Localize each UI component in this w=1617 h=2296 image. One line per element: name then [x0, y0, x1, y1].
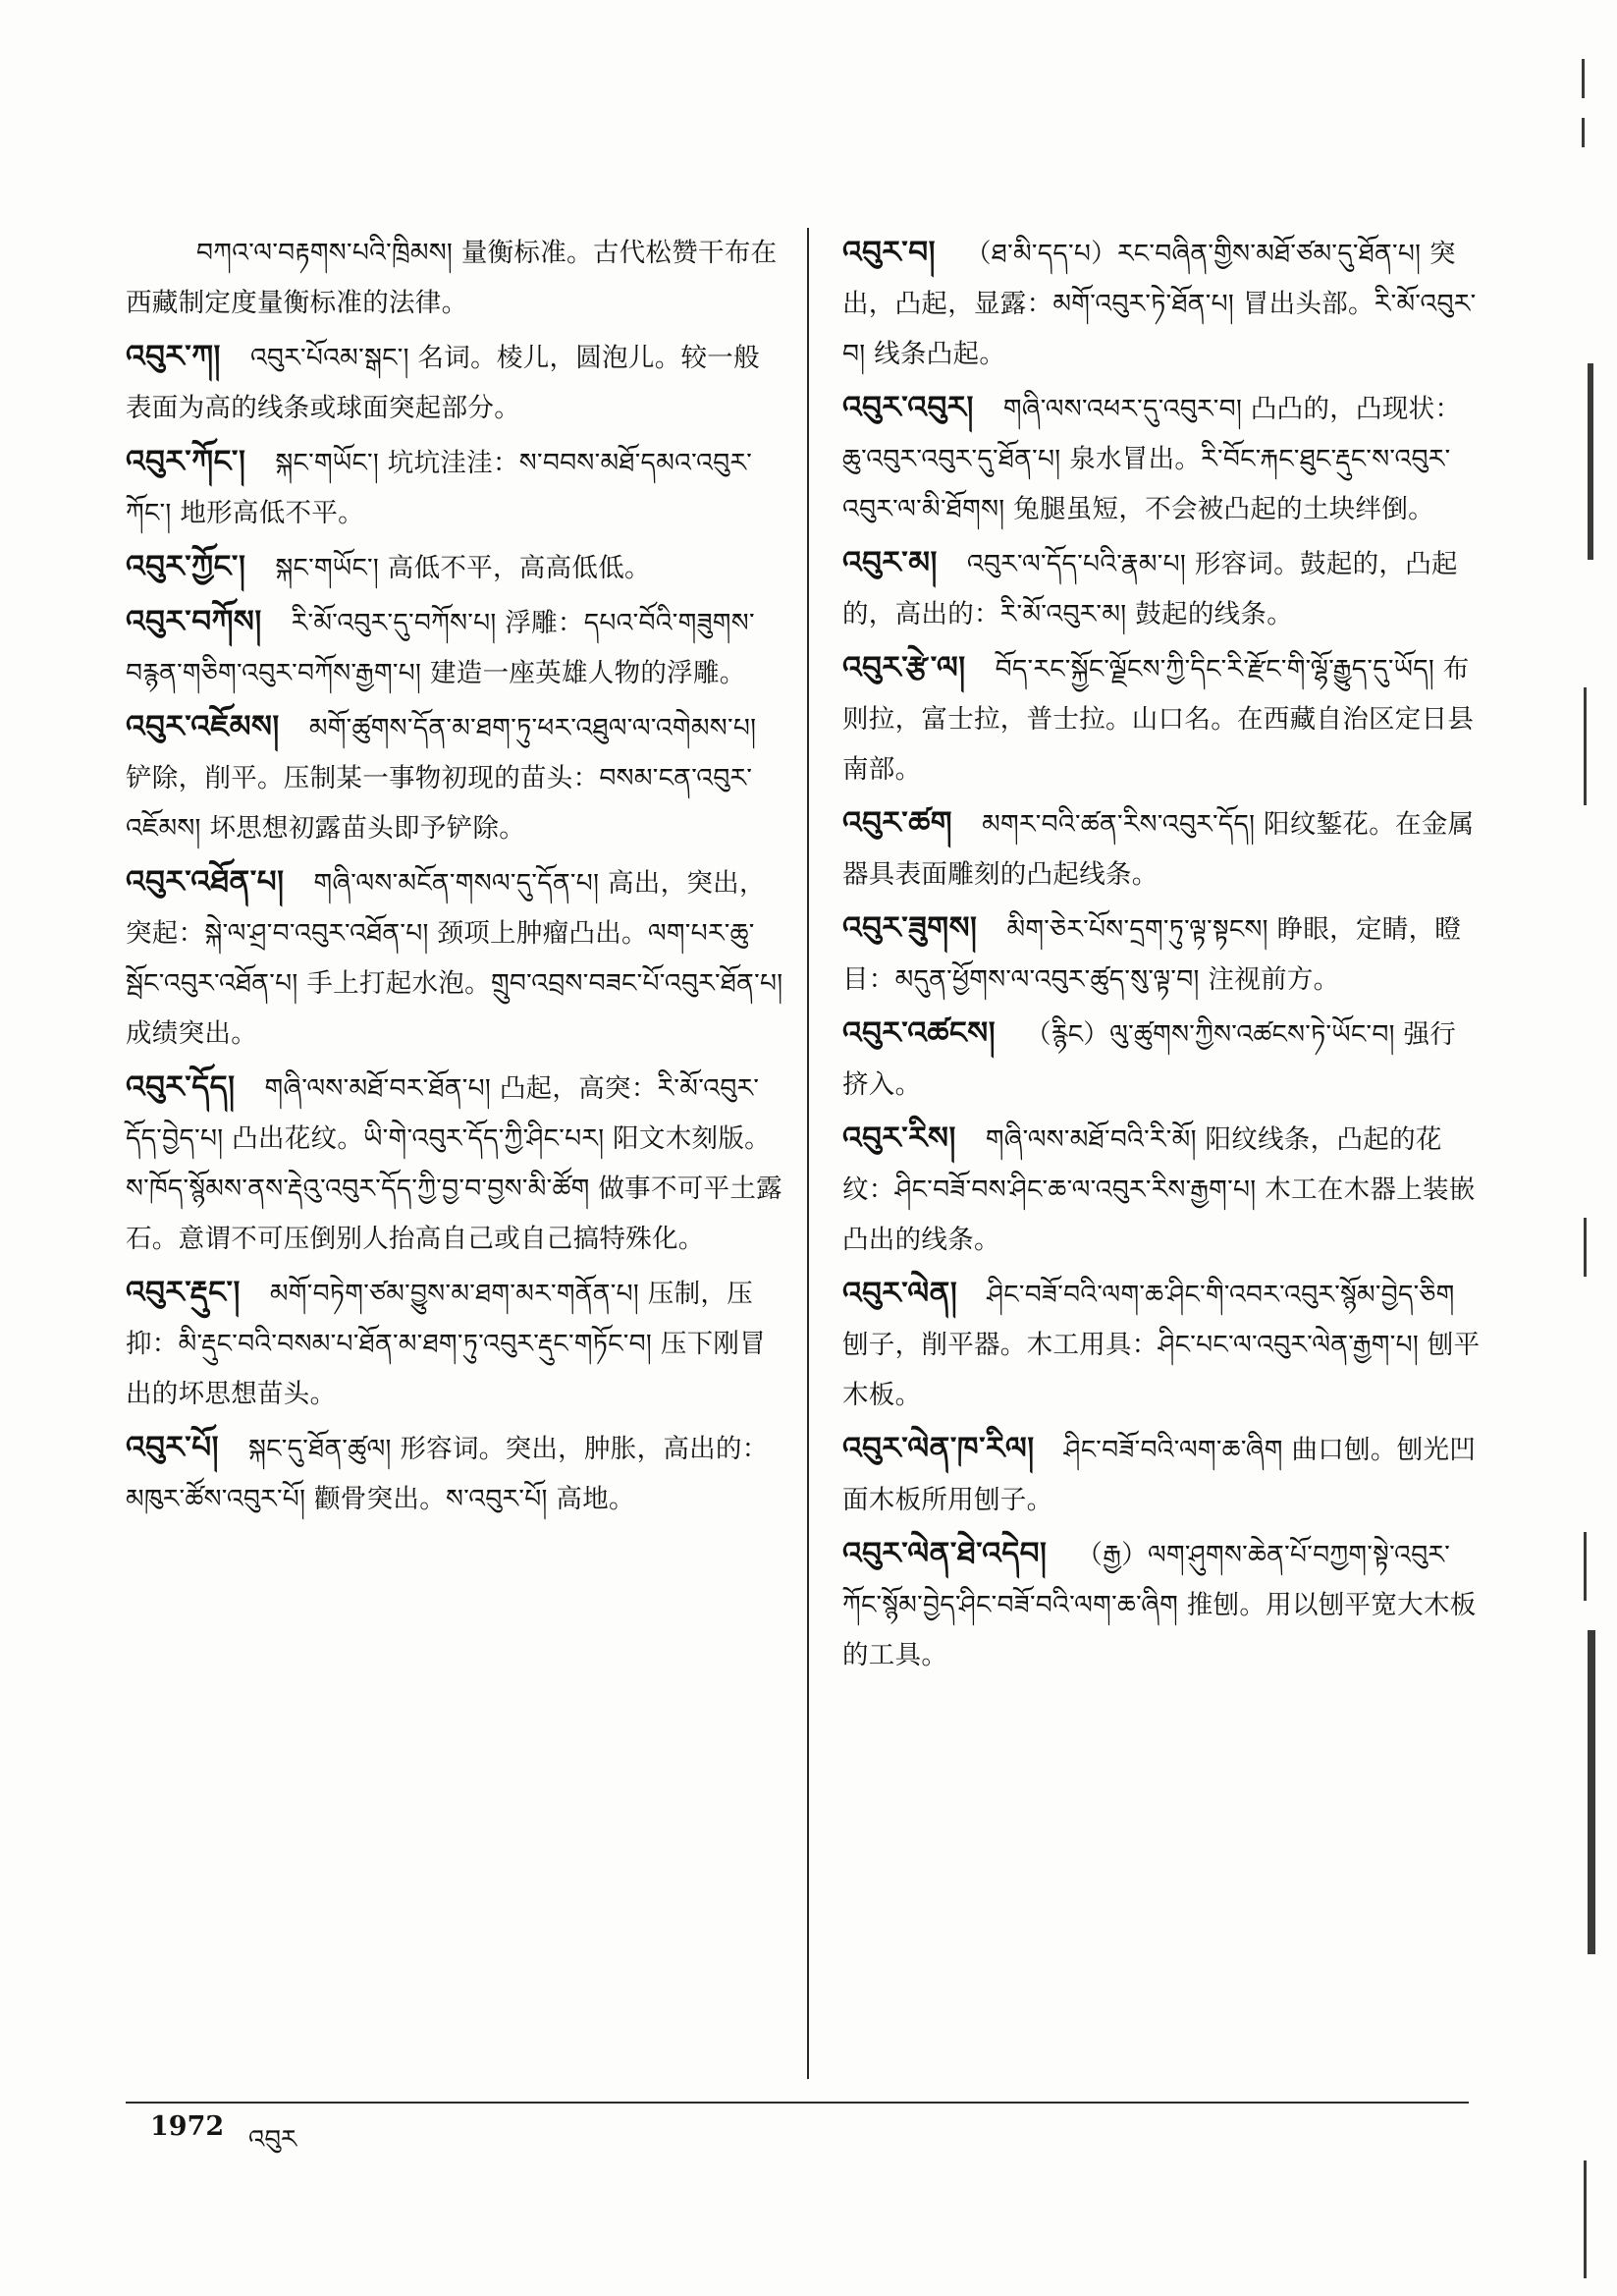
right-column	[842, 228, 1481, 1684]
page-number: 1972	[150, 2111, 225, 2142]
dictionary-entry	[842, 228, 1481, 379]
scan-mark	[1588, 363, 1593, 560]
dictionary-entry	[126, 437, 785, 538]
scan-mark	[1588, 1630, 1595, 1954]
entry-definition: མིག་ཅེར་པོས་དྲག་ཏུ་ལྟ་སྟངས། 睁眼，定睛，瞪目：མདུན་ཕྱོགས་ལ་འབུར་ཚུད་སུ་ལྟ་བ། 注视前方。	[842, 914, 1462, 995]
entry-definition: མགར་བའི་ཚན་རིས་འབུར་དོད། 阳纹錾花。在金属器具表面雕刻的凸起线条。	[842, 809, 1475, 890]
entry-headword: འབུར་ཀྱོང་།	[126, 549, 246, 584]
dictionary-entry	[126, 542, 785, 593]
entry-headword: འབུར་བ།	[842, 235, 936, 270]
entry-headword: འབུར་ལེན་ཁ་རིལ།	[842, 1431, 1035, 1466]
entry-headword: འབུར་ཀོང་།	[126, 444, 246, 479]
dictionary-entry	[842, 1269, 1481, 1420]
entry-headword: འབུར་ཀ།	[126, 339, 221, 374]
dictionary-entry	[842, 1009, 1481, 1110]
entry-headword: འབུར་རིས།	[842, 1121, 956, 1156]
footer-rule	[126, 2102, 1469, 2104]
entry-definition: གཞི་ལས་མཐོ་བའི་རི་མོ། 阳纹线条，凸起的花纹：ཤིང་བཟོ་བས་ཤིང་ཆ་ལ་འབུར་རིས་རྒྱག་པ། 木工在木器上装嵌凸出的线条。	[842, 1124, 1476, 1255]
left-column	[126, 228, 785, 1528]
scan-mark	[1582, 118, 1585, 147]
scan-mark	[1584, 1218, 1587, 1277]
entry-definition: སྐང་གཡོང་། 坑坑洼洼：ས་བབས་མཐོ་དམའ་འབུར་ཀོང་། 地形高低不平。	[126, 448, 753, 528]
dictionary-entry	[126, 228, 785, 328]
entry-headword: འབུར་འཚངས།	[842, 1015, 997, 1051]
dictionary-entry	[842, 1424, 1481, 1525]
entry-definition: འབུར་ལ་དོད་པའི་རྣམ་པ། 形容词。鼓起的，凸起的，高出的：རི་མོ་འབུར་མ། 鼓起的线条。	[842, 549, 1458, 629]
scan-mark	[1584, 687, 1587, 805]
entry-definition: མགོ་ཚུགས་དོན་མ་ཐག་ཏུ་ཕར་འཐུལ་ལ་འགེམས་པ། 铲除，削平。压制某一事物初现的苗头：བསམ་ངན་འབུར་འཇོམས། 坏思想初露苗头即予铲除。	[126, 713, 757, 844]
dictionary-entry	[126, 597, 785, 698]
entry-headword: འབུར་པོ།	[126, 1430, 219, 1465]
dictionary-entry	[842, 903, 1481, 1005]
dictionary-entry	[842, 538, 1481, 639]
dictionary-entry	[842, 643, 1481, 794]
entry-definition: གཞི་ལས་འཕར་དུ་འབུར་བ། 凸凸的，凸现状：ཆུ་འབུར་འབུར་དུ་ཐོན་པ། 泉水冒出。རི་བོང་རྐང་ཐུང་རྡུང་ས་འབུར་འབུར་ལ་མི་ཐོགས། 兔腿虽短，不会被凸起的土块绊倒。	[842, 394, 1462, 524]
dictionary-entry	[842, 1114, 1481, 1265]
entry-definition: ཤིང་བཟོ་བའི་ལག་ཆ་ཞིག 曲口刨。刨光凹面木板所用刨子。	[842, 1435, 1477, 1515]
scan-mark	[1584, 1532, 1587, 1601]
entry-definition: བོད་རང་སྐྱོང་ལྗོངས་ཀྱི་དིང་རི་རྫོང་གི་ལྷོ་རྒྱུད་དུ་ཡོད། 布则拉，富士拉，普士拉。山口名。在西藏自治区定日县南部。	[842, 654, 1475, 785]
entry-headword: འབུར་འཇོམས།	[126, 709, 280, 744]
entry-headword: འབུར་རྩེ་ལ།	[842, 650, 966, 685]
entry-headword: འབུར་ཚག	[842, 805, 953, 841]
dictionary-entry	[126, 1268, 785, 1419]
scan-mark	[1584, 2160, 1587, 2278]
dictionary-entry	[842, 798, 1481, 900]
entry-definition: （རྒྱ）ལག་ཤུགས་ཆེན་པོ་བཀྱག་སྟེ་འབུར་ཀོང་སྙོམ་བྱེད་ཤིང་བཟོ་བའི་ལག་ཆ་ཞིག 推刨。用以刨平宽大木板的工具。	[842, 1540, 1477, 1670]
running-head: འབུར	[248, 2125, 297, 2155]
entry-headword: འབུར་བཀོས།	[126, 604, 262, 639]
entry-headword: འབུར་ཟུགས།	[842, 910, 978, 946]
entry-headword: འབུར་ལེན་ཐེ་འདེབ།	[842, 1536, 1048, 1571]
scan-mark	[1582, 59, 1585, 98]
entry-headword: འབུར་ལེན།	[842, 1276, 958, 1311]
scan-margin-marks	[1558, 0, 1617, 2296]
column-divider	[807, 228, 809, 2079]
entry-definition: སྐང་དུ་ཐོན་ཚུལ། 形容词。突出，肿胀，高出的：མཁུར་ཚོས་འབུར་པོ། 颧骨突出。ས་འབུར་པོ། 高地。	[126, 1434, 769, 1514]
entry-definition: མགོ་བཏེག་ཙམ་བྱུས་མ་ཐག་མར་གནོན་པ། 压制，压抑：མི་རྡུང་བའི་བསམ་པ་ཐོན་མ་ཐག་ཏུ་འབུར་རྡུང་གཏོང་བ། 压下刚冒出的坏思想苗头。	[126, 1279, 767, 1409]
entry-definition: （རྙིང）ལུ་ཚུགས་ཀྱིས་འཚངས་ཏེ་ཡོང་བ། 强行挤入。	[842, 1019, 1457, 1100]
entry-definition: （ཐ་མི་དད་པ）རང་བཞིན་གྱིས་མཐོ་ཙམ་དུ་ཐོན་པ། 突出，凸起，显露：མགོ་འབུར་ཏེ་ཐོན་པ། 冒出头部。རི་མོ་འབུར་བ། 线条凸起。	[842, 239, 1477, 369]
dictionary-entry	[126, 1423, 785, 1524]
entry-definition: འབུར་པོའམ་སྒང་། 名词。棱儿，圆泡儿。较一般表面为高的线条或球面突起部分。	[126, 343, 760, 423]
dictionary-entry	[842, 383, 1481, 534]
dictionary-entry	[126, 332, 785, 433]
entry-headword: འབུར་མ།	[842, 545, 938, 580]
entry-definition: ཤིང་བཟོ་བའི་ལག་ཆ་ཤིང་གི་འབར་འབུར་སྙོམ་བྱེད་ཅིག 刨子，削平器。木工用具：ཤིང་པང་ལ་འབུར་ལེན་རྒྱག་པ། 刨平木板。	[842, 1280, 1481, 1410]
entry-definition: རི་མོ་འབུར་དུ་བཀོས་པ། 浮雕：དཔའ་བོའི་གཟུགས་བརྙན་གཅིག་འབུར་བཀོས་རྒྱག་པ། 建造一座英雄人物的浮雕。	[126, 608, 755, 688]
dictionary-entry	[126, 702, 785, 853]
entry-definition: སྐང་གཡོང་། 高低不平，高高低低。	[275, 553, 651, 583]
entry-headword: འབུར་འཐོན་པ།	[126, 864, 285, 900]
dictionary-entry	[126, 857, 785, 1059]
entry-definition: གཞི་ལས་མཐོ་བར་ཐོན་པ། 凸起，高突：རི་མོ་འབུར་དོད་བྱེད་པ། 凸出花纹。ཡི་གེ་འབུར་དོད་ཀྱི་ཤིང་པར། 阳文木刻版。ས་ཁོད་སྙོམས་ནས་རྡེའུ་འབུར་དོད་ཀྱི་བྱ་བ་བྱས་མི་ཚོག 做事不可平土露石。意谓不可压倒别人抬高自己或自己搞特殊化。	[126, 1073, 782, 1254]
dictionary-entry	[842, 1529, 1481, 1680]
dictionary-entry	[126, 1063, 785, 1264]
entry-headword: འབུར་དོད།	[126, 1069, 236, 1105]
entry-headword: འབུར་འབུར།	[842, 390, 974, 425]
entry-headword: འབུར་རྡུང་།	[126, 1275, 241, 1310]
entry-definition: བཀའ་ལ་བརྟགས་པའི་ཁྲིམས། 量衡标准。古代松赞干布在西藏制定度量衡标准的法律。	[126, 238, 778, 318]
entry-definition: གཞི་ལས་མངོན་གསལ་དུ་དོན་པ། 高出，突出，突起：སྐེ་ལ་ཤྲ་བ་འབུར་འཐོན་པ། 颈项上肿瘤凸出。ལག་པར་ཆུ་སྦོང་འབུར་འཐོན་པ། 手上打起水泡。གྲུབ་འབྲས་བཟང་པོ་འབུར་ཐོན་པ། 成绩突出。	[126, 868, 783, 1049]
